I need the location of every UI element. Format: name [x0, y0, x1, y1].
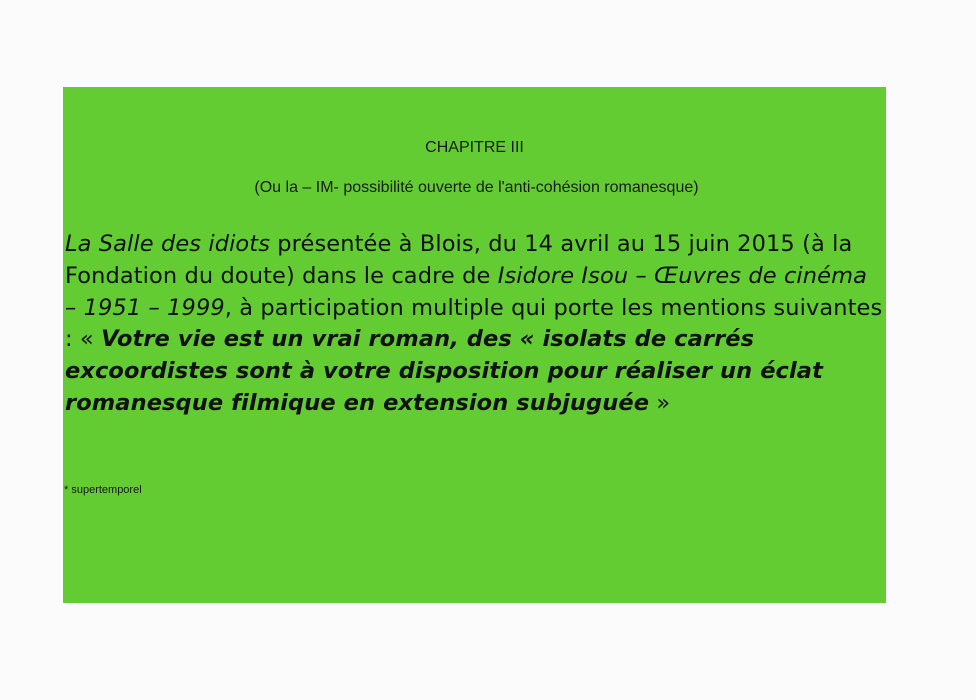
paragraph-text-1: présentée à Blois, du 14 avril au 15 juin 2015 (à la Fondation du doute) dans le cadre de — [65, 231, 853, 289]
chapter-subtitle: (Ou la – IM- possibilité ouverte de l'anti-cohésion romanesque) — [254, 179, 699, 196]
paragraph-text-2: , à participation multiple qui porte les mentions suivantes : « — [65, 294, 883, 353]
chapter-title: CHAPITRE III — [425, 139, 524, 156]
body-paragraph — [65, 229, 884, 420]
footnote: * supertemporel — [64, 484, 142, 496]
work-title: La Salle des idiots — [65, 231, 271, 257]
green-panel — [63, 87, 886, 603]
quote-text: Votre vie est un vrai roman, des « isolats de carrés excoordistes sont à votre disposition pour réaliser un éclat romanesque filmique en extension subjuguée — [65, 326, 823, 416]
exhibition-title: Isidore Isou – Œuvres de cinéma – 1951 – 1999 — [65, 262, 867, 321]
paragraph-text-3: » — [649, 389, 671, 416]
